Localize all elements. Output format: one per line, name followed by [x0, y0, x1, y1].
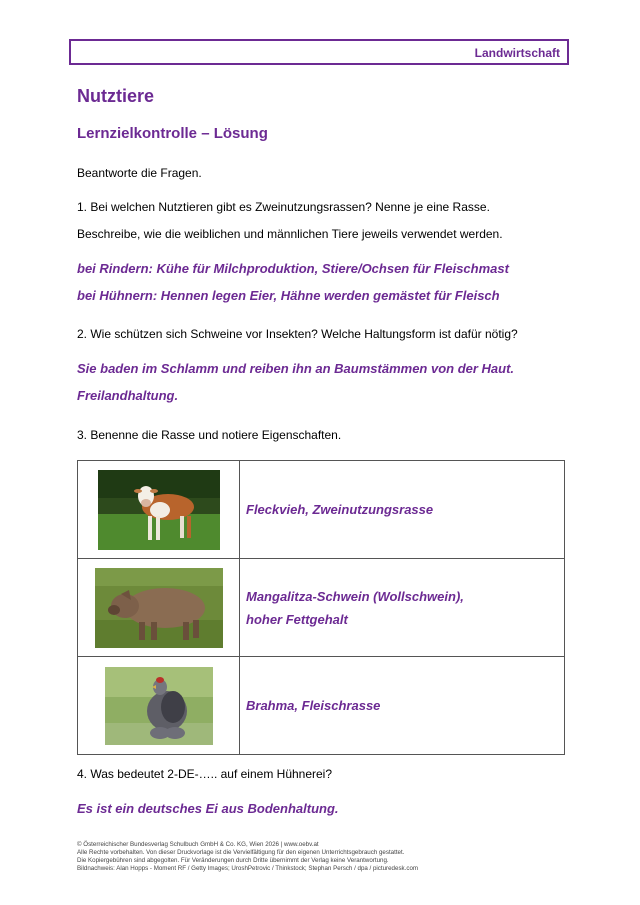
page-title: Nutztiere: [77, 86, 155, 106]
table-row: [78, 461, 565, 559]
cow-photo: [98, 470, 220, 550]
header-box: [69, 39, 569, 65]
instruction-text: Beantworte die Fragen.: [77, 166, 202, 180]
page-subtitle: Lernzielkontrolle – Lösung: [77, 125, 268, 142]
breed-answer: Fleckvieh, Zweinutzungsrasse: [246, 502, 434, 517]
answer-cell: [240, 657, 565, 755]
image-cell: [78, 657, 240, 755]
answer-4-line-1: Es ist ein deutsches Ei aus Bodenhaltung.: [77, 801, 339, 816]
pig-photo: [95, 568, 223, 648]
answer-1-line-2: bei Hühnern: Hennen legen Eier, Hähne werden gemästet für Fleisch: [77, 288, 500, 303]
answer-2-line-1: Sie baden im Schlamm und reiben ihn an Baumstämmen von der Haut.: [77, 361, 515, 376]
answer-cell: [240, 559, 565, 657]
question-2-line-1: 2. Wie schützen sich Schweine vor Insekten? Welche Haltungsform ist dafür nötig?: [77, 327, 518, 341]
question-3-line-1: 3. Benenne die Rasse und notiere Eigenschaften.: [77, 428, 342, 442]
answer-cell: [240, 461, 565, 559]
breed-answer: Brahma, Fleischrasse: [246, 698, 381, 713]
question-1-line-1: 1. Bei welchen Nutztieren gibt es Zweinutzungsrassen? Nenne je eine Rasse.: [77, 200, 490, 214]
breed-answer: Mangalitza-Schwein (Wollschwein),: [246, 588, 464, 604]
footer-fees: Die Kopiergebühren sind abgegolten. Für Veränderungen durch Dritte übernimmt der Verlag keine Verantwortung.: [77, 857, 389, 864]
image-cell: [78, 559, 240, 657]
footer: [77, 841, 418, 873]
subject-label: Landwirtschaft: [474, 46, 560, 60]
image-cell: [78, 461, 240, 559]
table-row: [78, 657, 565, 755]
footer-copyright: © Österreichischer Bundesverlag Schulbuch GmbH & Co. KG, Wien 2026 | www.oebv.at: [77, 841, 319, 848]
question-4-line-1: 4. Was bedeutet 2-DE-….. auf einem Hühnerei?: [77, 767, 333, 781]
table-row: [78, 559, 565, 657]
answer-1-line-1: bei Rindern: Kühe für Milchproduktion, Stiere/Ochsen für Fleischmast: [77, 261, 509, 276]
breed-table: [77, 460, 565, 755]
answer-2-line-2: Freilandhaltung.: [77, 388, 179, 403]
question-1-line-2: Beschreibe, wie die weiblichen und männlichen Tiere jeweils verwendet werden.: [77, 227, 503, 241]
footer-image-credits: Bildnachweis: Alan Hopps - Moment RF / Getty Images; UroshPetrovic / Thinkstock; Stephan Persch / dpa / picturedesk.com: [77, 865, 419, 872]
footer-rights: Alle Rechte vorbehalten. Von dieser Druckvorlage ist die Vervielfältigung für den eigenen Unterrichtsgebrauch gestattet.: [77, 849, 405, 856]
breed-answer-line-2: hoher Fettgehalt: [246, 611, 348, 627]
chicken-photo: [105, 667, 213, 745]
